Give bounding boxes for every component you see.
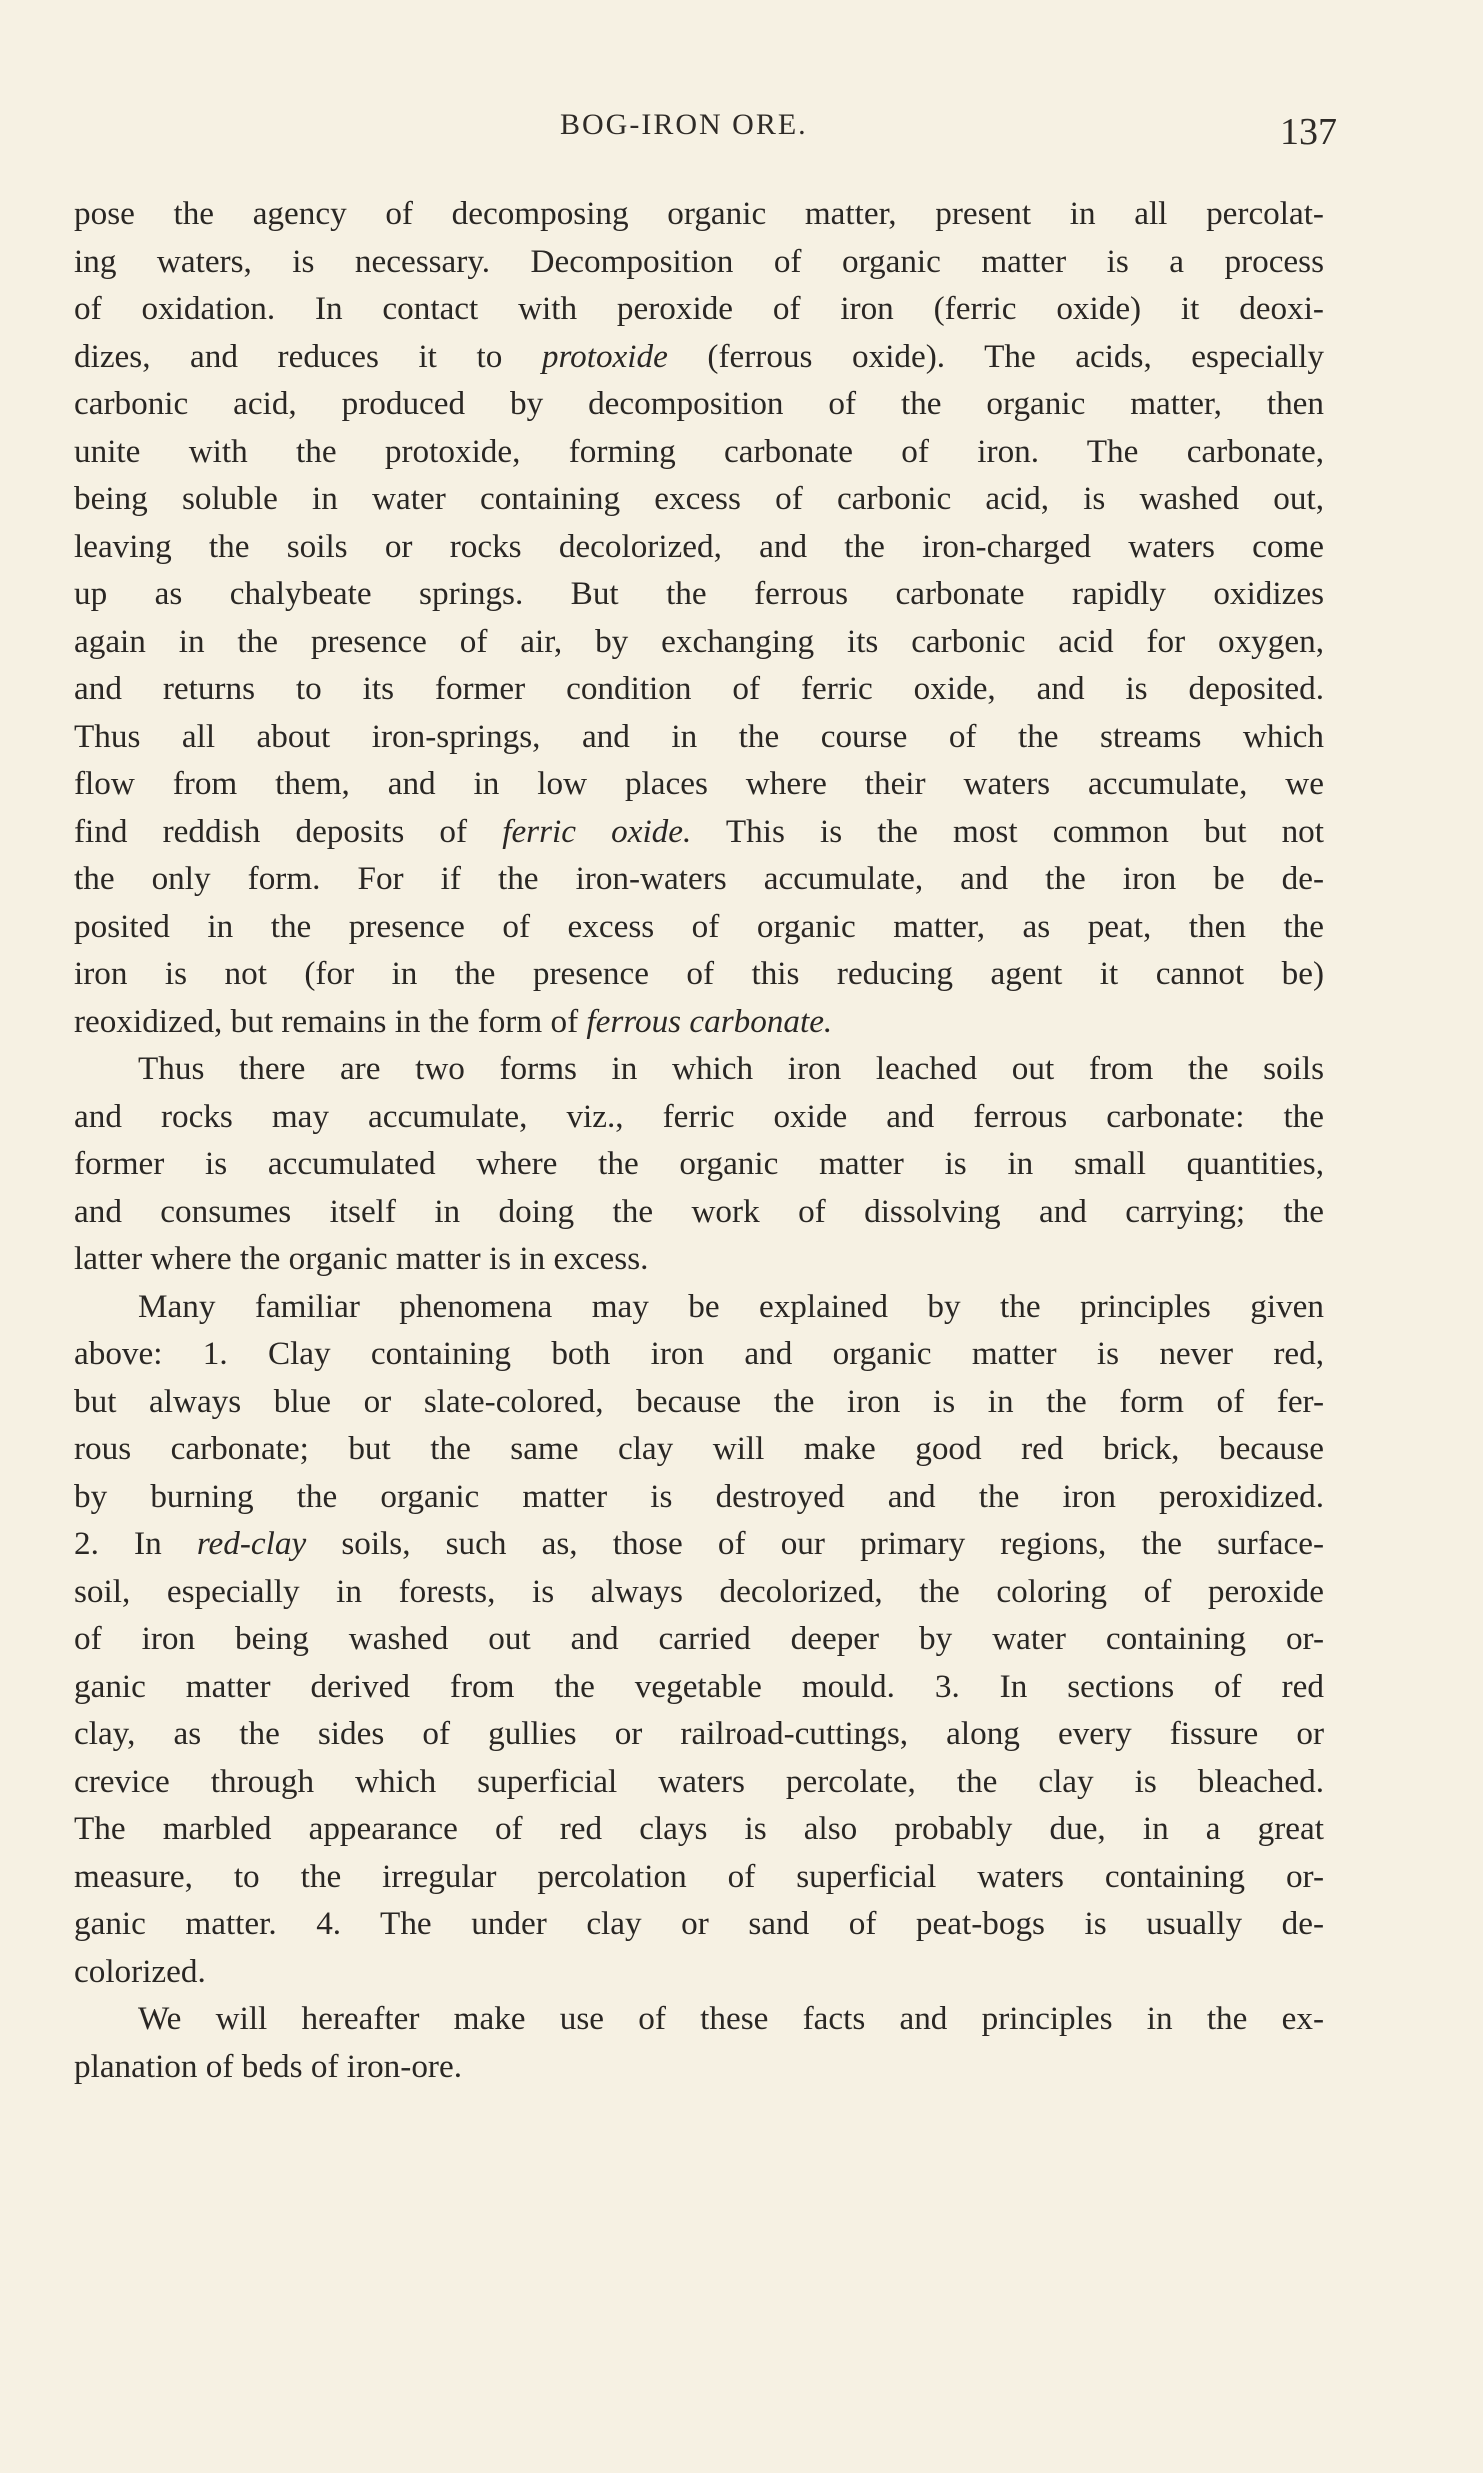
text-line <box>74 1995 1324 2043</box>
text-segment: 2. In <box>74 1525 197 1562</box>
text-line <box>74 523 1324 571</box>
text-segment: This is the most common but not <box>691 812 1324 850</box>
text-segment: leaving the soils or rocks decolorized, and the iron-charged waters come <box>74 527 1324 565</box>
text-segment: and consumes itself in doing the work of dissolving and carrying; the <box>74 1192 1324 1230</box>
text-line <box>74 2043 1324 2091</box>
text-line <box>74 1425 1324 1473</box>
text-segment: posited in the presence of excess of organic matter, as peat, then the <box>74 907 1324 945</box>
text-line <box>74 190 1324 238</box>
text-segment: and rocks may accumulate, viz., ferric oxide and ferrous carbonate: the <box>74 1097 1324 1135</box>
text-segment: and returns to its former condition of ferric oxide, and is deposited. <box>74 670 1324 707</box>
paragraph <box>74 190 1324 1045</box>
text-segment: planation of beds of iron-ore. <box>74 2047 462 2085</box>
text-line <box>74 1520 1324 1568</box>
text-segment: soil, especially in forests, is always decolorized, the coloring of peroxide <box>74 1572 1324 1610</box>
text-segment: We will hereafter make use of these facts and principles in the ex- <box>138 2000 1324 2037</box>
paragraph <box>74 1283 1324 1996</box>
text-segment: latter where the organic matter is in excess. <box>74 1240 649 1277</box>
body-text <box>74 190 1324 2090</box>
text-segment: the only form. For if the iron-waters accumulate, and the iron be de- <box>74 860 1324 897</box>
text-line <box>74 903 1324 951</box>
text-segment: reoxidized, but remains in the form of <box>74 1002 587 1040</box>
text-line <box>74 570 1324 618</box>
text-segment: up as chalybeate springs. But the ferrous carbonate rapidly oxidizes <box>74 575 1324 612</box>
text-line <box>74 1758 1324 1806</box>
text-segment: iron is not (for in the presence of this reducing agent it cannot be) <box>74 955 1324 992</box>
text-segment: rous carbonate; but the same clay will make good red brick, because <box>74 1430 1324 1467</box>
text-line <box>74 618 1324 666</box>
text-segment: colorized. <box>74 1952 206 1990</box>
text-segment: measure, to the irregular percolation of superficial waters containing or- <box>74 1857 1324 1895</box>
text-line <box>74 998 1324 1046</box>
text-line <box>74 1283 1324 1331</box>
text-segment: soils, such as, those of our primary regions, the surface- <box>306 1525 1324 1562</box>
text-segment: pose the agency of decomposing organic matter, present in all percolat- <box>74 195 1324 232</box>
text-segment: ganic matter. 4. The under clay or sand of peat-bogs is usually de- <box>74 1905 1324 1942</box>
running-head-title: BOG-IRON ORE. <box>560 108 808 141</box>
text-line <box>74 238 1324 286</box>
italic-term: red-clay <box>196 1525 307 1562</box>
text-segment: find reddish deposits of <box>74 812 503 850</box>
text-segment: above: 1. Clay containing both iron and organic matter is never red, <box>74 1335 1324 1372</box>
text-segment: of iron being washed out and carried deeper by water containing or- <box>74 1620 1324 1657</box>
text-segment: carbonic acid, produced by decomposition of the organic matter, then <box>74 385 1324 422</box>
text-line <box>74 333 1324 381</box>
text-line <box>74 1615 1324 1663</box>
text-line <box>74 1045 1324 1093</box>
text-line <box>74 428 1324 476</box>
text-line <box>74 1568 1324 1616</box>
text-segment: Many familiar phenomena may be explained by the principles given <box>138 1287 1324 1325</box>
text-line <box>74 1900 1324 1948</box>
text-line <box>74 1948 1324 1996</box>
italic-term: ferric oxide. <box>502 812 692 850</box>
text-segment: crevice through which superficial waters percolate, the clay is bleached. <box>74 1762 1324 1800</box>
text-line <box>74 950 1324 998</box>
text-line <box>74 665 1324 713</box>
text-line <box>74 1710 1324 1758</box>
text-line <box>74 1093 1324 1141</box>
text-segment: (ferrous oxide). The acids, especially <box>667 337 1324 375</box>
text-segment: clay, as the sides of gullies or railroad-cuttings, along every fissure or <box>74 1715 1324 1752</box>
text-line <box>74 713 1324 761</box>
paragraph <box>74 1045 1324 1283</box>
text-line <box>74 1235 1324 1283</box>
text-line <box>74 1140 1324 1188</box>
text-line <box>74 855 1324 903</box>
text-line <box>74 1853 1324 1901</box>
text-segment: ganic matter derived from the vegetable mould. 3. In sections of red <box>74 1667 1324 1705</box>
text-line <box>74 808 1324 856</box>
page-number: 137 <box>1280 111 1337 153</box>
text-line <box>74 1188 1324 1236</box>
text-segment: Thus all about iron-springs, and in the course of the streams which <box>74 717 1324 755</box>
text-line <box>74 1330 1324 1378</box>
italic-term: ferrous carbonate. <box>586 1002 833 1040</box>
text-line <box>74 475 1324 523</box>
text-segment: ing waters, is necessary. Decomposition of organic matter is a process <box>74 242 1324 280</box>
text-segment: The marbled appearance of red clays is also probably due, in a great <box>74 1810 1324 1847</box>
text-segment: flow from them, and in low places where their waters accumulate, we <box>74 765 1324 802</box>
text-segment: being soluble in water containing excess of carbonic acid, is washed out, <box>74 480 1324 517</box>
text-segment: unite with the protoxide, forming carbonate of iron. The carbonate, <box>74 432 1324 470</box>
text-line <box>74 760 1324 808</box>
italic-term: protoxide <box>541 337 668 375</box>
text-segment: again in the presence of air, by exchanging its carbonic acid for oxygen, <box>74 622 1324 660</box>
text-line <box>74 380 1324 428</box>
text-segment: by burning the organic matter is destroyed and the iron peroxidized. <box>74 1477 1324 1515</box>
paragraph <box>74 1995 1324 2090</box>
text-line <box>74 1378 1324 1426</box>
text-segment: but always blue or slate-colored, because the iron is in the form of fer- <box>74 1382 1324 1420</box>
text-line <box>74 1663 1324 1711</box>
text-line <box>74 1805 1324 1853</box>
text-segment: former is accumulated where the organic matter is in small quantities, <box>74 1145 1324 1182</box>
text-segment: of oxidation. In contact with peroxide of iron (ferric oxide) it deoxi- <box>74 290 1324 327</box>
text-line <box>74 1473 1324 1521</box>
text-line <box>74 285 1324 333</box>
text-segment: dizes, and reduces it to <box>74 337 542 375</box>
text-segment: Thus there are two forms in which iron leached out from the soils <box>138 1050 1324 1087</box>
